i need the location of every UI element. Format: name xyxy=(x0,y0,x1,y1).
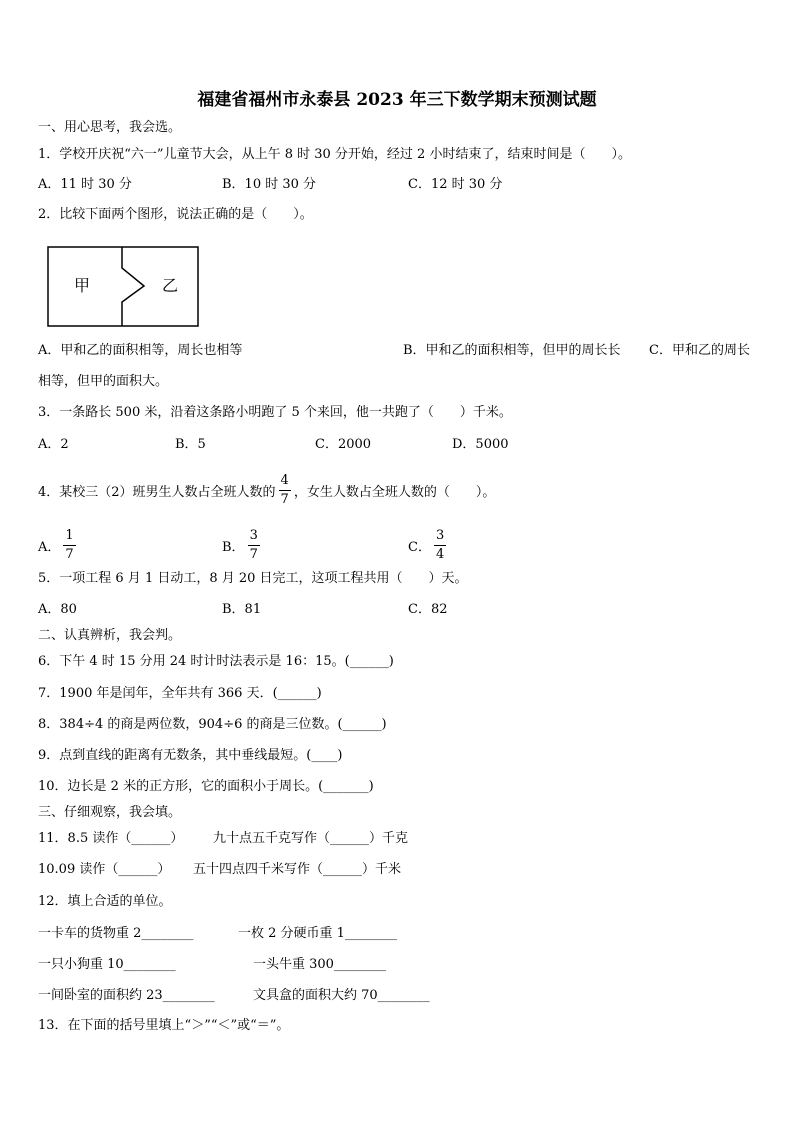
question-4-fraction xyxy=(279,473,291,508)
option-fraction xyxy=(248,528,260,563)
option-label: C． xyxy=(408,539,431,555)
question-2-option-c-continued: 相等，但甲的面积大。 xyxy=(38,374,169,389)
option-label: A． xyxy=(38,539,61,555)
option-fraction xyxy=(63,528,75,563)
question-3-option-c: C．2000 xyxy=(315,437,372,452)
question-1-stem: 1．学校开庆祝“六一”儿童节大会，从上午 8 时 30 分开始，经过 2 小时结束了，结束时间是（ ）。 xyxy=(38,147,631,162)
question-13-stem: 13．在下面的括号里填上“＞”“＜”或“＝”。 xyxy=(38,1018,290,1033)
question-12-stem: 12．填上合适的单位。 xyxy=(38,894,172,909)
question-2-option-b: B．甲和乙的面积相等，但甲的周长长 xyxy=(403,343,621,358)
question-1-option-c: C．12 时 30 分 xyxy=(408,177,503,192)
question-7-stem: 7．1900 年是闰年，全年共有 366 天．(______) xyxy=(38,686,322,701)
question-5-stem: 5．一项工程 6 月 1 日动工，8 月 20 日完工，这项工程共用（ ）天。 xyxy=(38,571,468,586)
fraction-numerator: 3 xyxy=(248,528,260,546)
fraction-denominator: 4 xyxy=(435,546,445,562)
option-label: B． xyxy=(222,539,245,555)
question-5-option-a: A．80 xyxy=(38,602,77,617)
section-2-heading: 二、认真辨析，我会判。 xyxy=(38,628,182,643)
question-2-stem: 2．比较下面两个图形，说法正确的是（ ）。 xyxy=(38,207,313,222)
question-12-row3-left: 一间卧室的面积约 23________ xyxy=(38,988,215,1003)
fraction-numerator: 3 xyxy=(434,528,446,546)
question-4-option-b xyxy=(222,525,263,565)
question-11-row1-left: 11．8.5 读作（______） xyxy=(38,831,184,846)
question-11-row2-left: 10.09 读作（______） xyxy=(38,862,171,877)
fraction-denominator: 7 xyxy=(65,546,74,562)
question-1-option-b: B．10 时 30 分 xyxy=(222,177,317,192)
question-6-stem: 6．下午 4 时 15 分用 24 时计时法表示是 16：15。(______) xyxy=(38,654,394,669)
question-5-option-b: B．81 xyxy=(222,602,262,617)
question-2-figure xyxy=(47,246,199,327)
question-12-row3-right: 文具盒的面积大约 70________ xyxy=(253,988,430,1003)
question-1-option-a: A．11 时 30 分 xyxy=(38,177,132,192)
question-12-row1-left: 一卡车的货物重 2________ xyxy=(38,926,194,941)
figure-label-yi: 乙 xyxy=(161,276,179,295)
question-11-row2-right: 五十四点四千米写作（______）千米 xyxy=(193,862,402,877)
question-4-stem-after: ，女生人数占全班人数的（ ）。 xyxy=(293,484,496,500)
question-12-row1-right: 一枚 2 分硬币重 1________ xyxy=(238,926,397,941)
question-12-row2-right: 一头牛重 300________ xyxy=(253,957,386,972)
question-5-option-c: C．82 xyxy=(408,602,448,617)
fraction-numerator: 4 xyxy=(279,473,291,491)
question-2-option-a: A．甲和乙的面积相等，周长也相等 xyxy=(38,343,243,358)
question-3-option-b: B．5 xyxy=(175,437,206,452)
question-4-stem-before: 4．某校三（2）班男生人数占全班人数的 xyxy=(38,484,276,500)
question-10-stem: 10．边长是 2 米的正方形，它的面积小于周长。(_______) xyxy=(38,779,374,794)
question-8-stem: 8．384÷4 的商是两位数，904÷6 的商是三位数。(______) xyxy=(38,717,387,732)
question-12-row2-left: 一只小狗重 10________ xyxy=(38,957,176,972)
section-1-heading: 一、用心思考，我会选。 xyxy=(38,120,182,135)
question-4-option-a xyxy=(38,525,79,565)
fraction-denominator: 7 xyxy=(280,491,289,507)
section-3-heading: 三、仔细观察，我会填。 xyxy=(38,805,182,820)
question-3-option-a: A．2 xyxy=(38,437,69,452)
question-11-row1-right: 九十点五千克写作（______）千克 xyxy=(213,831,409,846)
question-4-stem xyxy=(38,470,495,510)
question-3-stem: 3．一条路长 500 米，沿着这条路小明跑了 5 个来回，他一共跑了（ ）千米。 xyxy=(38,405,512,420)
figure-zigzag-divider xyxy=(122,247,144,326)
fraction-denominator: 7 xyxy=(249,546,258,562)
question-3-option-d: D．5000 xyxy=(452,437,509,452)
figure-label-jia: 甲 xyxy=(73,276,91,295)
page-title: 福建省福州市永泰县 2023 年三下数学期末预测试题 xyxy=(197,90,597,110)
option-fraction xyxy=(434,528,446,563)
question-2-option-c: C．甲和乙的周长 xyxy=(649,343,750,358)
question-4-option-c xyxy=(408,525,449,565)
question-9-stem: 9．点到直线的距离有无数条，其中垂线最短。(____) xyxy=(38,748,343,763)
fraction-numerator: 1 xyxy=(63,528,75,546)
